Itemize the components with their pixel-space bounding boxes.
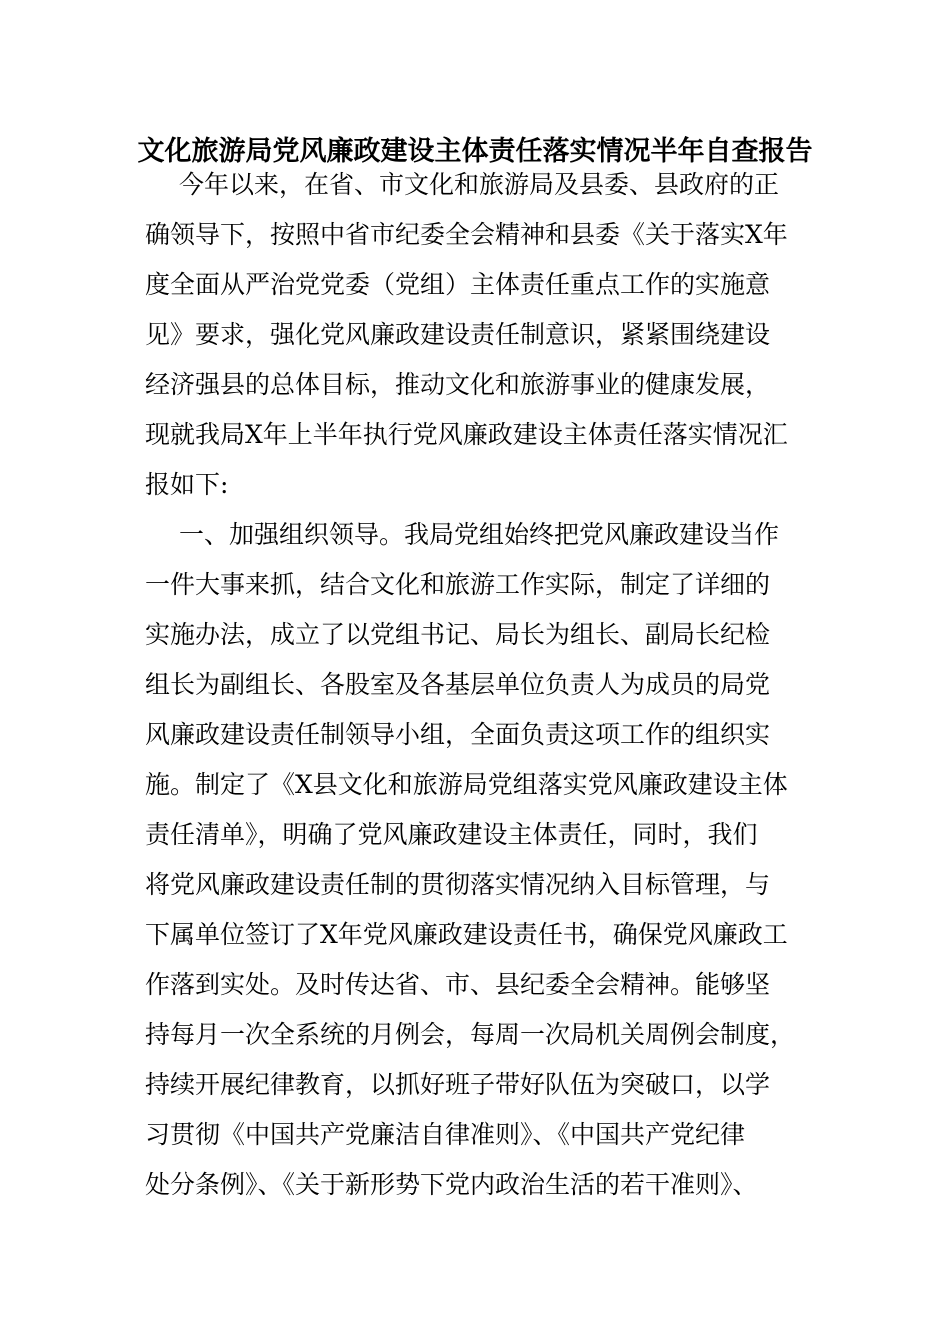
paragraph-line: 度全面从严治党党委（党组）主体责任重点工作的实施意 bbox=[145, 270, 771, 299]
paragraph-line: 经济强县的总体目标，推动文化和旅游事业的健康发展， bbox=[145, 370, 771, 399]
paragraph-line: 今年以来，在省、市文化和旅游局及县委、县政府的正 bbox=[179, 170, 780, 199]
paragraph-line: 作落到实处。及时传达省、市、县纪委全会精神。能够坚 bbox=[145, 970, 771, 999]
paragraph-line: 报如下: bbox=[145, 470, 229, 499]
paragraph-line: 一件大事来抓，结合文化和旅游工作实际，制定了详细的 bbox=[145, 570, 771, 599]
paragraph-line: 持每月一次全系统的月例会，每周一次局机关周例会制度， bbox=[145, 1020, 796, 1049]
paragraph-line: 实施办法，成立了以党组书记、局长为组长、副局长纪检 bbox=[145, 620, 771, 649]
paragraph-line: 习贯彻《中国共产党廉洁自律准则》、《中国共产党纪律 bbox=[145, 1120, 746, 1149]
paragraph-line: 持续开展纪律教育，以抓好班子带好队伍为突破口，以学 bbox=[145, 1070, 771, 1099]
paragraph-line: 风廉政建设责任制领导小组，全面负责这项工作的组织实 bbox=[145, 720, 771, 749]
paragraph-line: 组长为副组长、各股室及各基层单位负责人为成员的局党 bbox=[145, 670, 771, 699]
paragraph-line: 现就我局X年上半年执行党风廉政建设主体责任落实情况汇 bbox=[145, 420, 788, 449]
paragraph-line: 将党风廉政建设责任制的贯彻落实情况纳入目标管理，与 bbox=[145, 870, 771, 899]
paragraph-line: 一、加强组织领导。我局党组始终把党风廉政建设当作 bbox=[179, 520, 780, 549]
paragraph-line: 责任清单》，明确了党风廉政建设主体责任，同时，我们 bbox=[145, 820, 758, 849]
paragraph-line: 处分条例》、《关于新形势下党内政治生活的若干准则》、 bbox=[145, 1170, 758, 1199]
paragraph-line: 下属单位签订了X年党风廉政建设责任书，确保党风廉政工 bbox=[145, 920, 788, 949]
paragraph-line: 确领导下，按照中省市纪委全会精神和县委《关于落实X年 bbox=[145, 220, 788, 249]
document-title: 文化旅游局党风廉政建设主体责任落实情况半年自查报告 bbox=[137, 136, 813, 167]
paragraph-line: 施。制定了《X县文化和旅游局党组落实党风廉政建设主体 bbox=[145, 770, 788, 799]
paragraph-line: 见》要求，强化党风廉政建设责任制意识，紧紧围绕建设 bbox=[145, 320, 771, 349]
document-body bbox=[145, 160, 810, 1210]
